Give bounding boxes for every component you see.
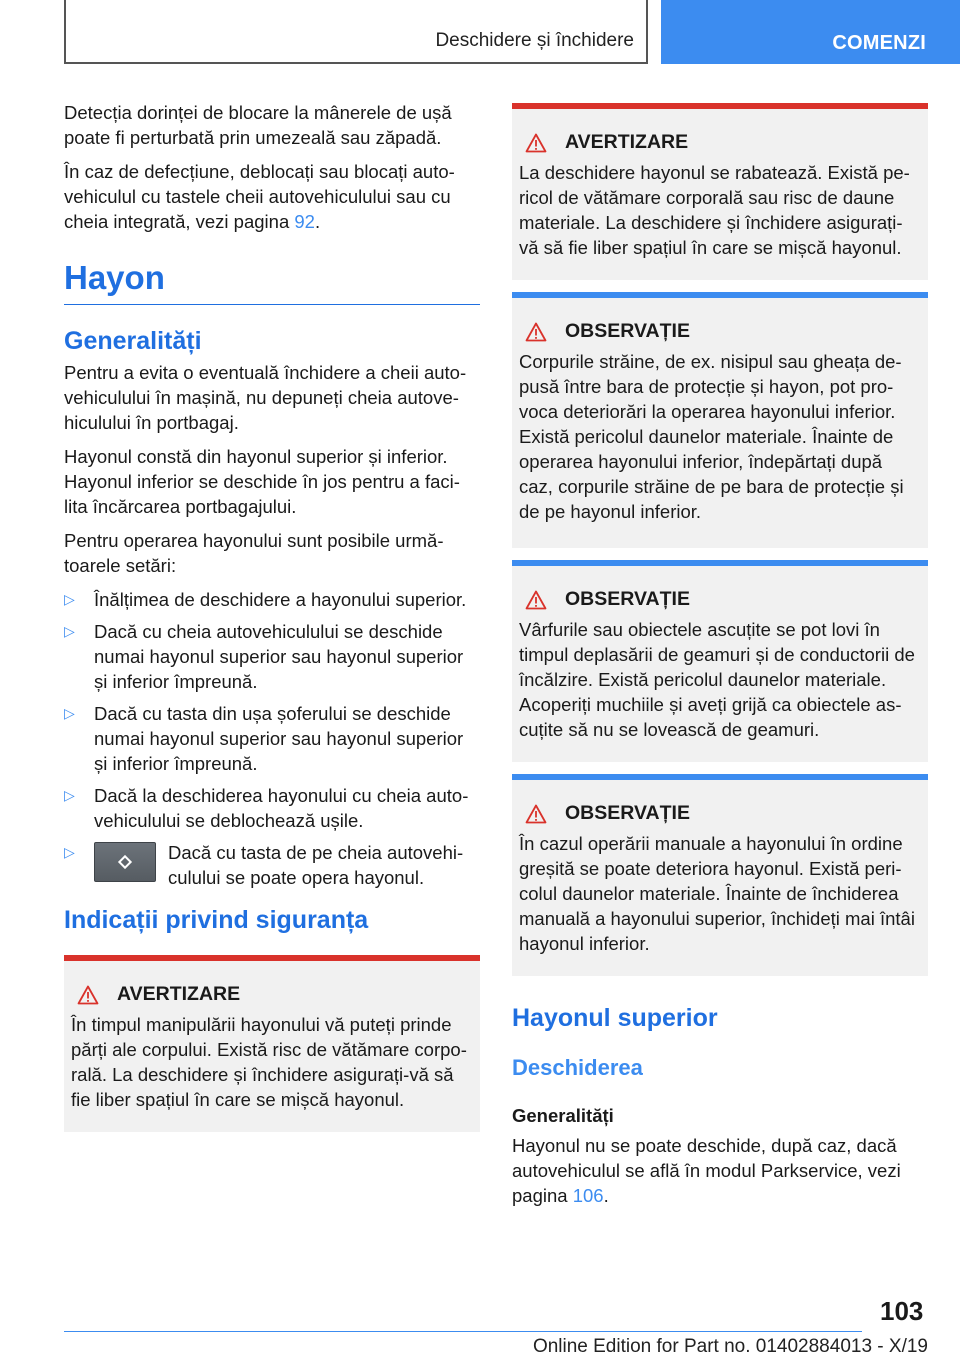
warning-text: În timpul manipulării hayonului vă puteți prinde părți ale corpului. Există risc de vătămare corpo-rală. La deschidere și închidere asigurați-vă să fie liber spațiul în care se mișcă hayonul.: [71, 1014, 467, 1110]
header-chapter-tab: [661, 0, 960, 64]
notice-text: Vârfurile sau obiectele ascuțite se pot lovi în timpul deplasării de geamuri și de conductorii de încălzire. Există pericolul daunelor materiale. Acoperiți muchiile și aveți grijă ca obiectele as-cuțite să nu se lovească de geamuri.: [519, 619, 915, 740]
warning-box: [64, 955, 480, 1132]
tailgate-key-button-icon: [94, 842, 156, 882]
notice-triangle-icon: [525, 590, 547, 610]
list-item-text: Înălțimea de deschidere a hayonului superior.: [94, 589, 467, 610]
warning-text: La deschidere hayonul se rabatează. Există pe-ricol de vătămare corporală sau risc de daune materiale. La deschidere și închidere asigurați-vă să fie liber spațiul în care se mișcă hayonul.: [519, 162, 910, 258]
triangle-bullet-icon: ▷: [64, 705, 75, 721]
list-item-text: Dacă cu tasta de pe cheia autovehi-culului se poate opera hayonul.: [168, 842, 464, 888]
footer-divider: [64, 1331, 862, 1332]
upper-paragraph: [512, 1133, 928, 1208]
list-item-text: Dacă cu cheia autovehiculului se deschide numai hayonul superior sau hayonul superior și inferior împreună.: [94, 621, 464, 692]
general-paragraph-3: Pentru operarea hayonului sunt posibile urmă-toarele setări:: [64, 530, 444, 576]
notice-box: [512, 292, 928, 548]
button-row: [94, 840, 480, 890]
subheading-upper-tailgate: Hayonul superior: [512, 1004, 718, 1032]
list-item: [64, 587, 480, 612]
intro-paragraph-2: [64, 159, 480, 234]
notice-box: [512, 774, 928, 976]
page-link-92[interactable]: 92: [294, 211, 315, 232]
page-link-106[interactable]: 106: [572, 1185, 604, 1206]
diamond-glyph-icon: [118, 855, 132, 869]
subheading-general-upper: Generalități: [512, 1105, 614, 1126]
list-item-with-button: [64, 840, 480, 890]
warning-triangle-icon: [525, 133, 547, 153]
subheading-safety: Indicații privind siguranța: [64, 906, 369, 934]
list-item: [64, 701, 480, 776]
notice-header: [519, 802, 920, 825]
header-section-title: Deschidere și închidere: [435, 30, 634, 51]
upper-paragraph-end: .: [603, 1185, 609, 1206]
header-section-tab: [64, 0, 648, 64]
warning-box: [512, 103, 928, 280]
page-number: 103: [880, 1296, 924, 1326]
intro-paragraph-2-end: .: [314, 211, 321, 232]
footer-edition: Online Edition for Part no. 01402884013 - X/19: [532, 1336, 928, 1357]
notice-box: [512, 560, 928, 762]
notice-header: [519, 320, 920, 343]
subheading-opening: Deschiderea: [512, 1055, 643, 1080]
notice-title: OBSERVAȚIE: [565, 588, 690, 610]
notice-title: OBSERVAȚIE: [565, 802, 690, 824]
notice-triangle-icon: [525, 804, 547, 824]
list-item-text: Dacă cu tasta din ușa șoferului se deschide numai hayonul superior sau hayonul superior și inferior împreună.: [94, 703, 464, 774]
triangle-bullet-icon: ▷: [64, 844, 75, 860]
warning-title: AVERTIZARE: [565, 131, 689, 153]
list-item: [64, 783, 480, 833]
list-item: [64, 619, 480, 694]
triangle-bullet-icon: ▷: [64, 787, 75, 803]
header-chapter-title: COMENZI: [832, 32, 926, 54]
list-item-text: Dacă la deschiderea hayonului cu cheia auto-vehiculului se deblochează ușile.: [94, 785, 469, 831]
triangle-bullet-icon: ▷: [64, 623, 75, 639]
notice-header: [519, 588, 920, 611]
notice-text: În cazul operării manuale a hayonului în ordine greșită se poate deteriora hayonul. Există peri-colul daunelor materiale. Înainte de închiderea manuală a hayonului superior, închideți mai întâi hayonul inferior.: [519, 833, 915, 954]
intro-paragraph-1: Detecția dorinței de blocare la mânerele de ușă poate fi perturbată prin umezeală sau zăpadă.: [64, 102, 452, 148]
notice-text: Corpurile străine, de ex. nisipul sau gheața de-pusă între bara de protecție și hayon, pot pro-voca deteriorări la operarea hayonului inferior. Există pericolul daunelor materiale. Înainte de operarea hayonului inferior, îndepărtați după caz, corpurile străine de pe bara de protecție și de pe hayonul inferior.: [519, 351, 904, 522]
general-paragraph-2: Hayonul constă din hayonul superior și inferior. Hayonul inferior se deschide în jos pentru a faci-lita încărcarea portbagajului.: [64, 446, 460, 517]
left-column: [64, 100, 480, 1144]
warning-triangle-icon: [77, 985, 99, 1005]
general-paragraph-1: Pentru a evita o eventuală închidere a cheii auto-vehiculului în mașină, nu depuneți cheia autove-hiculului în portbagaj.: [64, 362, 467, 433]
settings-list: [64, 587, 480, 890]
subheading-general: Generalități: [64, 327, 202, 355]
warning-header: [519, 131, 920, 154]
right-column: [512, 100, 928, 1217]
upper-paragraph-text: Hayonul nu se poate deschide, după caz, dacă autovehiculul se află în modul Parkservice, vezi pagina: [512, 1135, 901, 1206]
warning-header: [71, 983, 472, 1006]
notice-title: OBSERVAȚIE: [565, 320, 690, 342]
intro-paragraph-2-text: În caz de defecțiune, deblocați sau blocați auto-vehiculul cu tastele cheii autovehiculului sau cu cheia integrată, vezi pagina: [64, 161, 455, 232]
notice-triangle-icon: [525, 322, 547, 342]
triangle-bullet-icon: ▷: [64, 591, 75, 607]
section-heading-hayon: Hayon: [64, 259, 480, 305]
warning-title: AVERTIZARE: [117, 983, 241, 1005]
